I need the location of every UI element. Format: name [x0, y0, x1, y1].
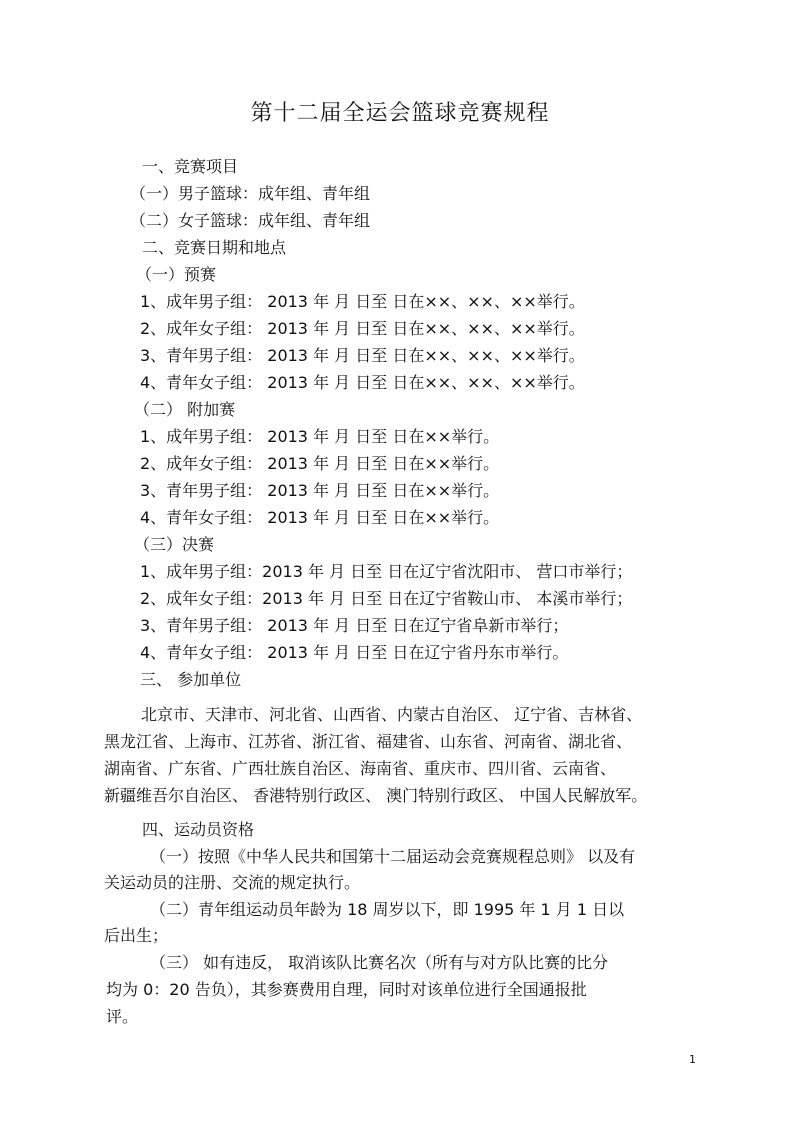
- section-heading-events: 一、竞赛项目: [142, 157, 239, 176]
- text-line: 北京市、天津市、河北省、山西省、内蒙古自治区、 辽宁省、吉林省、: [141, 705, 643, 724]
- text-line: 3、青年男子组： 2013 年 月 日至 日在××、××、××举行。: [140, 346, 585, 365]
- text-line: 关运动员的注册、交流的规定执行。: [104, 873, 361, 892]
- text-line: 3、青年男子组： 2013 年 月 日至 日在辽宁省阜新市举行；: [140, 616, 569, 635]
- text-line: 1、成年男子组：2013 年 月 日至 日在辽宁省沈阳市、 营口市举行；: [140, 562, 633, 581]
- text-line: 1、成年男子组： 2013 年 月 日至 日在××、××、××举行。: [140, 292, 585, 311]
- text-line: 2、成年女子组： 2013 年 月 日至 日在××举行。: [140, 454, 500, 473]
- page-title: 第十二届全运会篮球竞赛规程: [250, 101, 550, 126]
- text-line: （二）女子篮球：成年组、青年组: [130, 211, 371, 230]
- text-line: （三） 如有违反， 取消该队比赛名次（所有与对方队比赛的比分: [150, 953, 609, 972]
- text-line: 4、青年女子组： 2013 年 月 日至 日在××举行。: [140, 508, 500, 527]
- text-line: 4、青年女子组： 2013 年 月 日至 日在辽宁省丹东市举行。: [140, 643, 569, 662]
- section-heading-units: 三、 参加单位: [140, 670, 242, 689]
- text-line: 2、成年女子组：2013 年 月 日至 日在辽宁省鞍山市、 本溪市举行；: [140, 589, 633, 608]
- text-line: 4、青年女子组： 2013 年 月 日至 日在××、××、××举行。: [140, 373, 585, 392]
- section-heading-dates: 二、竞赛日期和地点: [142, 238, 287, 257]
- text-line: 黑龙江省、上海市、江苏省、浙江省、福建省、山东省、河南省、湖北省、: [104, 732, 633, 751]
- subheading-preliminary: （一）预赛: [136, 265, 217, 284]
- text-line: 1、成年男子组： 2013 年 月 日至 日在××举行。: [140, 427, 500, 446]
- text-line: （一）男子篮球：成年组、青年组: [130, 184, 371, 203]
- text-line: 3、青年男子组： 2013 年 月 日至 日在××举行。: [140, 481, 500, 500]
- subheading-playoff: （二） 附加赛: [134, 400, 236, 419]
- text-line: 2、成年女子组： 2013 年 月 日至 日在××、××、××举行。: [140, 319, 585, 338]
- text-line: （二）青年组运动员年龄为 18 周岁以下，即 1995 年 1 月 1 日以: [150, 900, 625, 919]
- subheading-final: （三）决赛: [134, 535, 215, 554]
- text-line: 评。: [106, 1007, 139, 1026]
- text-line: 均为 0：20 告负），其参赛费用自理，同时对该单位进行全国通报批: [106, 980, 587, 999]
- text-line: 湖南省、广东省、广西壮族自治区、海南省、重庆市、四川省、云南省、: [104, 759, 617, 778]
- section-heading-eligibility: 四、运动员资格: [142, 820, 255, 839]
- text-line: （一）按照《中华人民共和国第十二届运动会竞赛规程总则》 以及有: [150, 847, 636, 866]
- text-line: 新疆维吾尔自治区、 香港特别行政区、 澳门特别行政区、 中国人民解放军。: [104, 786, 648, 805]
- text-line: 后出生；: [104, 926, 169, 945]
- page-number: 1: [689, 1053, 696, 1066]
